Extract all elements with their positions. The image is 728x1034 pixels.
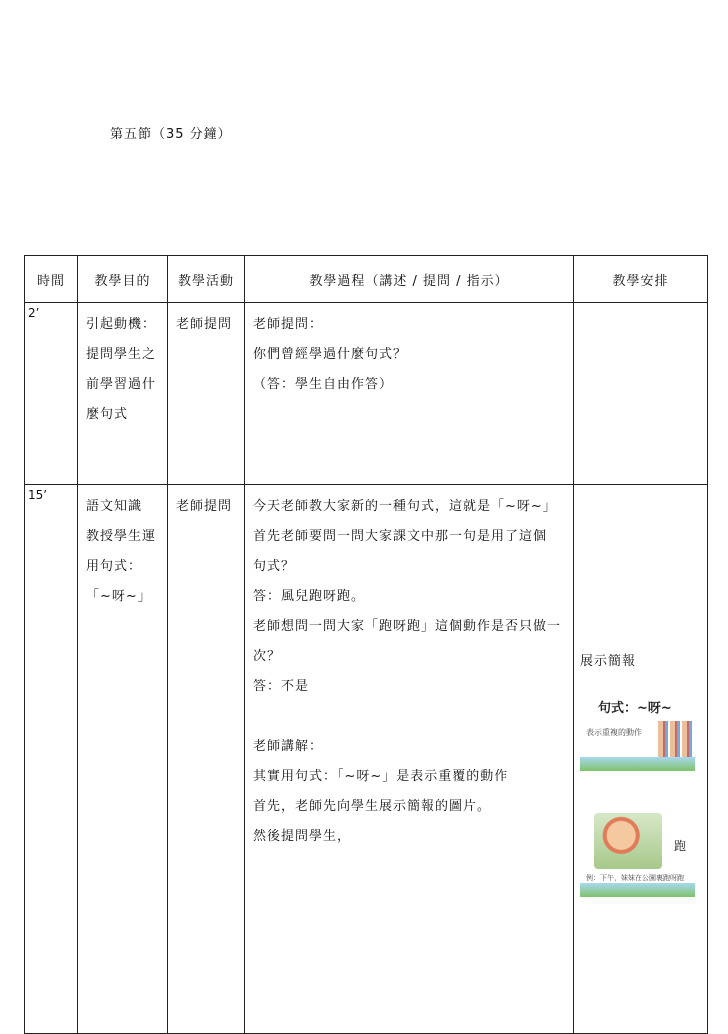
- process-line: [253, 709, 573, 725]
- activity-cell: [168, 485, 245, 1034]
- header-process: 教學過程（講述 / 提問 / 指示）: [245, 256, 574, 303]
- process-line: 老師想問一問大家「跑呀跑」這個動作是否只做一: [253, 619, 562, 634]
- grass-strip: [580, 757, 695, 771]
- process-line: 次？: [253, 649, 282, 664]
- process-line: 首先老師要問一問大家課文中那一句是用了這個: [253, 529, 548, 544]
- time-cell: 2’: [25, 303, 78, 485]
- header-purpose: 教學目的: [78, 256, 168, 303]
- process-line: 然後提問學生，: [253, 829, 352, 844]
- process-line: 答：風兒跑呀跑。: [253, 589, 366, 604]
- table-header-row: [25, 256, 708, 303]
- lesson-plan-table: [24, 255, 708, 1034]
- slide-thumbnail-running: [580, 809, 695, 897]
- table-row: [25, 303, 708, 485]
- process-cell: [245, 485, 574, 1034]
- process-line: 首先，老師先向學生展示簡報的圖片。: [253, 799, 492, 814]
- purpose-line: 麼句式: [86, 407, 129, 422]
- process-line: 你們曾經學過什麼句式？: [253, 347, 408, 362]
- header-arrangement: 教學安排: [574, 256, 708, 303]
- purpose-line: 「~呀~」: [86, 589, 152, 604]
- arrangement-cell: [574, 485, 708, 1034]
- table-row: [25, 485, 708, 1034]
- slide-thumbnail-sentence-pattern: [580, 683, 695, 771]
- process-line: 今天老師教大家新的一種句式，這就是「~呀~」: [253, 499, 557, 514]
- activity-text: 老師提問: [176, 317, 233, 332]
- process-line: 老師提問：: [253, 317, 324, 332]
- header-time: 時間: [25, 256, 78, 303]
- slide-subtitle: 表示重複的動作: [586, 728, 642, 737]
- time-cell: 15’: [25, 485, 78, 1034]
- purpose-line: 提問學生之: [86, 347, 157, 362]
- process-line: 句式？: [253, 559, 296, 574]
- activity-cell: [168, 303, 245, 485]
- purpose-cell: [78, 303, 168, 485]
- purpose-line: 前學習過什: [86, 377, 157, 392]
- purpose-line: 引起動機：: [86, 317, 157, 332]
- process-line: （答：學生自由作答）: [253, 377, 394, 392]
- children-illustration: [658, 721, 694, 761]
- header-activity: 教學活動: [168, 256, 245, 303]
- slide-caption: 例：下午，妹妹在公園裏跑呀跑: [586, 874, 684, 882]
- section-title: 第五節（35 分鐘）: [110, 127, 232, 142]
- running-girl-illustration: [594, 813, 662, 869]
- purpose-line: 教授學生運: [86, 529, 157, 544]
- purpose-line: 語文知識: [86, 499, 143, 514]
- slide-title: 句式：~呀~: [598, 701, 672, 716]
- slide-word: 跑: [674, 839, 687, 853]
- grass-strip: [580, 883, 695, 897]
- process-line: 老師講解：: [253, 739, 324, 754]
- arrangement-label: 展示簡報: [580, 654, 637, 669]
- process-line: 答：不是: [253, 679, 310, 694]
- purpose-cell: [78, 485, 168, 1034]
- purpose-line: 用句式：: [86, 559, 143, 574]
- activity-text: 老師提問: [176, 499, 233, 514]
- arrangement-cell: [574, 303, 708, 485]
- process-line: 其實用句式：「~呀~」是表示重覆的動作: [253, 769, 509, 784]
- process-cell: [245, 303, 574, 485]
